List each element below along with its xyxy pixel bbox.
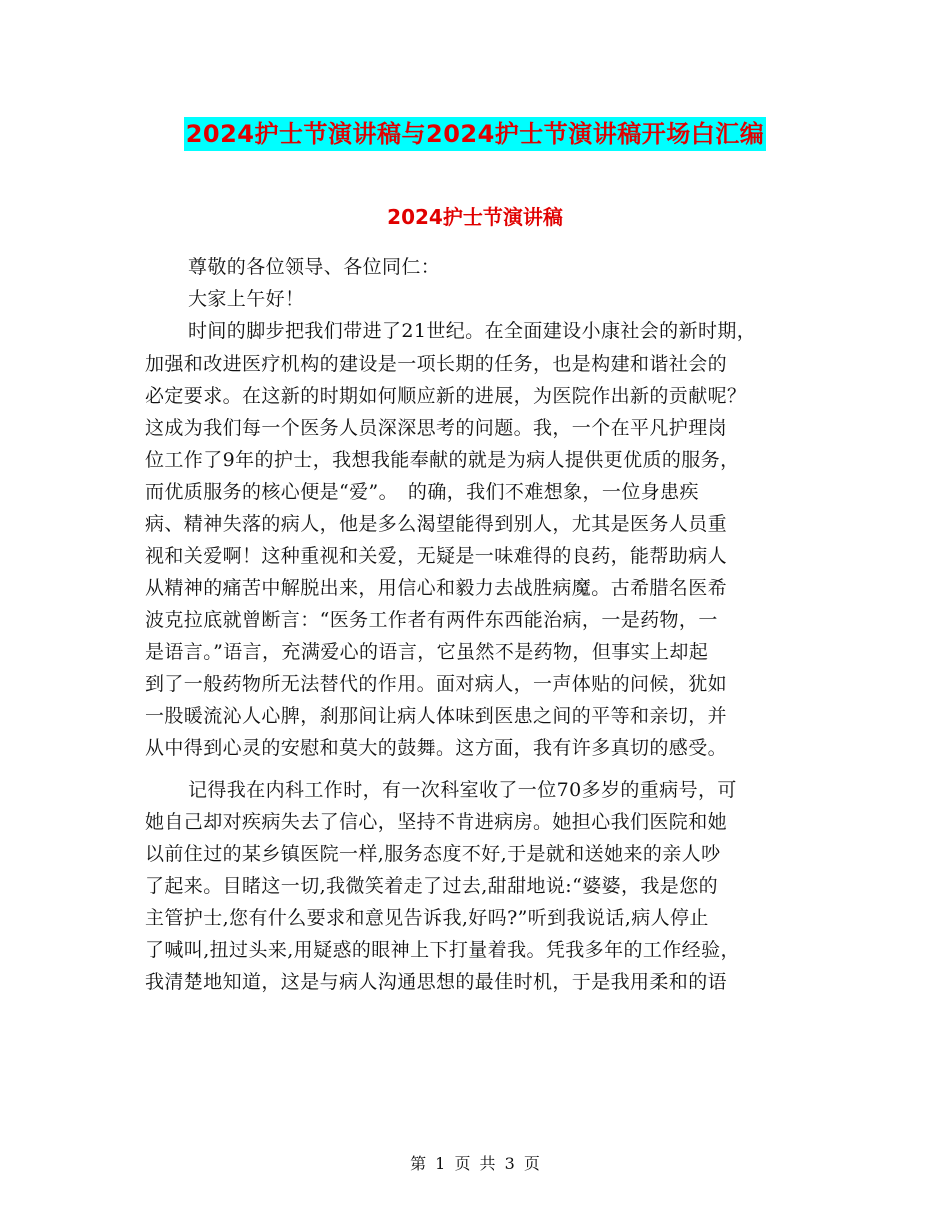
text-line: 一股暖流沁人心脾，刹那间让病人体味到医患之间的平等和亲切，并 [145, 705, 728, 727]
document-title-text: 2024护士节演讲稿与2024护士节演讲稿开场白汇编 [184, 117, 767, 151]
page-footer: 第 1 页 共 3 页 [410, 1154, 540, 1173]
text-line: 大家上午好！ [188, 288, 305, 310]
text-line: 了起来。目睹这一切,我微笑着走了过去,甜甜地说:“婆婆，我是您的 [145, 875, 718, 897]
text-line: 波克拉底就曾断言：“医务工作者有两件东西能治病，一是药物，一 [145, 609, 718, 631]
text-line: 这成为我们每一个医务人员深深思考的问题。我，一个在平凡护理岗 [145, 417, 728, 439]
text-line: 我清楚地知道，这是与病人沟通思想的最佳时机，于是我用柔和的语 [145, 971, 728, 993]
text-line: 从中得到心灵的安慰和莫大的鼓舞。这方面，我有许多真切的感受。 [145, 737, 728, 759]
text-line: 主管护士,您有什么要求和意见告诉我,好吗?”听到我说话,病人停止 [145, 907, 709, 929]
text-line: 加强和改进医疗机构的建设是一项长期的任务，也是构建和谐社会的 [145, 353, 728, 375]
text-line: 是语言。”语言，充满爱心的语言，它虽然不是药物，但事实上却起 [145, 641, 709, 663]
text-line: 从精神的痛苦中解脱出来，用信心和毅力去战胜病魔。古希腊名医希 [145, 577, 728, 599]
text-line: 她自己却对疾病失去了信心，坚持不肯进病房。她担心我们医院和她 [145, 811, 728, 833]
text-line: 必定要求。在这新的时期如何顺应新的进展，为医院作出新的贡献呢？ [145, 385, 747, 407]
text-line: 了喊叫,扭过头来,用疑惑的眼神上下打量着我。凭我多年的工作经验， [145, 939, 740, 961]
text-line: 而优质服务的核心便是“爱”。 的确，我们不难想象，一位身患疾 [145, 481, 699, 503]
text-line: 病、精神失落的病人，他是多么渴望能得到别人，尤其是医务人员重 [145, 513, 728, 535]
document-title [0, 112, 950, 151]
text-line: 尊敬的各位领导、各位同仁： [188, 256, 441, 278]
text-line: 到了一般药物所无法替代的作用。面对病人，一声体贴的问候，犹如 [145, 673, 728, 695]
text-line: 视和关爱啊！这种重视和关爱，无疑是一味难得的良药，能帮助病人 [145, 545, 728, 567]
text-line: 以前住过的某乡镇医院一样,服务态度不好,于是就和送她来的亲人吵 [145, 843, 721, 865]
section-title: 2024护士节演讲稿 [387, 205, 563, 229]
text-line: 时间的脚步把我们带进了21世纪。在全面建设小康社会的新时期， [188, 320, 757, 342]
text-line: 记得我在内科工作时，有一次科室收了一位70多岁的重病号，可 [188, 779, 737, 801]
text-line: 位工作了9年的护士，我想我能奉献的就是为病人提供更优质的服务， [145, 449, 740, 471]
